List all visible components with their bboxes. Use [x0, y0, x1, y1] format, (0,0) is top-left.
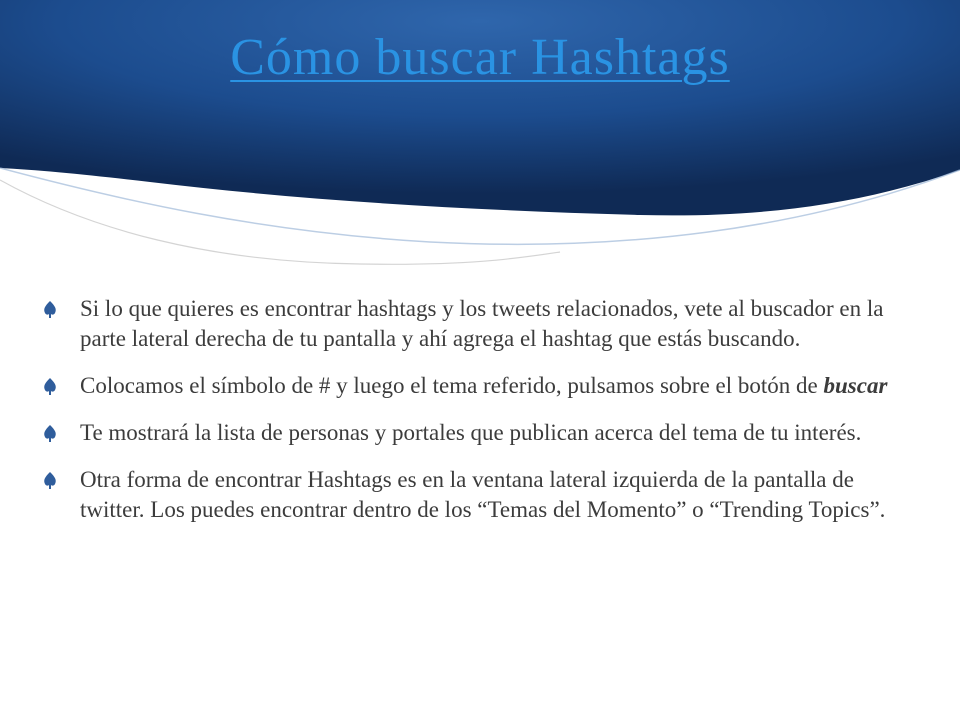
fleur-bullet-icon: [43, 472, 57, 490]
bullet-emphasis: buscar: [823, 373, 888, 398]
fleur-bullet-icon: [43, 301, 57, 319]
bullet-text: Si lo que quieres es encontrar hashtags y los tweets relacionados, vete al buscador en la parte lateral derecha de tu pantalla y ahí agrega el hashtag que estás buscando.: [80, 296, 884, 351]
fleur-bullet-icon: [43, 378, 57, 396]
bullet-item: [40, 465, 920, 525]
bullet-item: [40, 371, 920, 401]
bullet-list: [40, 294, 920, 542]
bullet-text: Te mostrará la lista de personas y portales que publican acerca del tema de tu interés.: [80, 420, 862, 445]
fleur-bullet-icon: [43, 425, 57, 443]
bullet-text: Colocamos el símbolo de # y luego el tema referido, pulsamos sobre el botón de: [80, 373, 824, 398]
bullet-text: Otra forma de encontrar Hashtags es en la ventana lateral izquierda de la pantalla de twitter. Los puedes encontrar dentro de los “Temas del Momento” o “Trending Topics”.: [80, 467, 886, 522]
bullet-item: [40, 418, 920, 448]
slide-title: Cómo buscar Hashtags: [230, 29, 730, 86]
bullet-item: [40, 294, 920, 354]
